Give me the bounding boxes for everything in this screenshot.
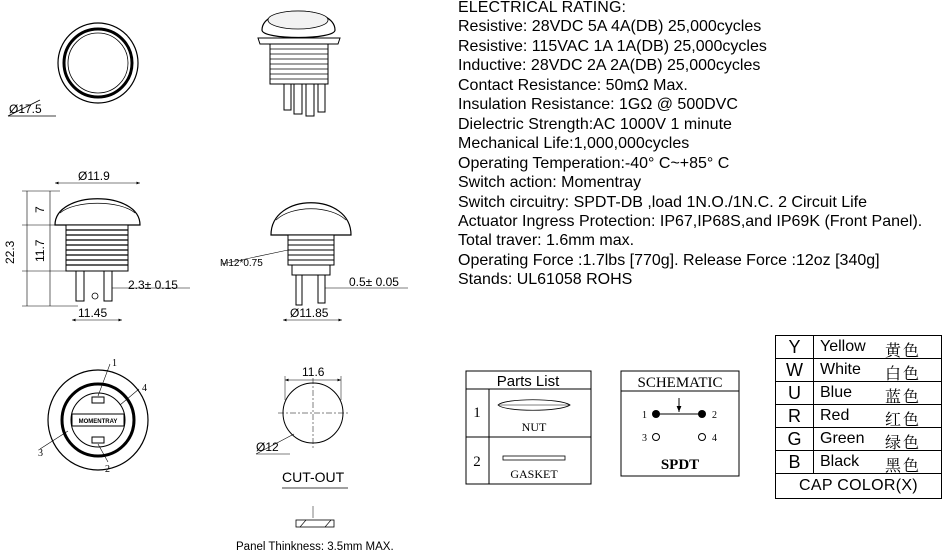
rating-line: Actuator Ingress Protection: IP67,IP68S,and IP69K (Front Panel). <box>458 212 923 230</box>
rating-line: Resistive: 115VAC 1A 1A(DB) 25,000cycles <box>458 37 767 55</box>
color-name-cn: 黄色 <box>884 343 921 360</box>
pin-label-2: 2 <box>105 464 110 475</box>
cutout-view <box>236 365 394 553</box>
thread-diameter-label: Ø11.85 <box>290 306 329 320</box>
parts-list <box>466 371 591 484</box>
bottom-view <box>38 358 148 475</box>
housing-text: MOMENTRAY <box>78 419 118 425</box>
color-row <box>776 359 942 382</box>
color-code: B <box>776 451 814 474</box>
panel-note: Panel Thinkness: 3.5mm MAX. <box>236 541 394 553</box>
cap-height-label: 7 <box>33 206 47 213</box>
body-height-label: 11.7 <box>33 239 47 262</box>
rating-line: Mechanical Life:1,000,000cycles <box>458 135 690 153</box>
terminal-thickness-label: 0.5± 0.05 <box>349 275 399 289</box>
part-no-1: 1 <box>473 405 481 421</box>
rating-line: Stands: UL61058 ROHS <box>458 271 633 289</box>
parts-list-title: Parts List <box>496 373 560 390</box>
pin-label-1: 1 <box>112 358 117 369</box>
top-view <box>8 23 138 116</box>
total-height-label: 22.3 <box>3 240 17 264</box>
cutout-title: CUT-OUT <box>282 469 345 485</box>
color-code: G <box>776 428 814 451</box>
part-name-1: NUT <box>521 420 547 434</box>
side-view <box>3 169 190 320</box>
rating-line: Switch action: Momentray <box>458 174 642 192</box>
color-code: R <box>776 405 814 428</box>
gasket-icon <box>503 456 565 460</box>
cap-diameter-label: Ø11.9 <box>78 169 110 183</box>
front-diameter-label: Ø17.5 <box>9 102 42 116</box>
terminal-width-label: 2.3± 0.15 <box>128 278 178 292</box>
rating-line: Switch circuitry: SPDT-DB ,load 1N.O./1N.C. 2 Circuit Life <box>458 193 867 211</box>
cap-color-footer: CAP COLOR(X) <box>776 474 942 499</box>
color-row <box>776 382 942 405</box>
color-code: Y <box>776 336 814 359</box>
color-name: Red <box>820 407 850 424</box>
part-name-2: GASKET <box>510 467 558 481</box>
schematic-pin-1: 1 <box>642 410 647 421</box>
color-name: White <box>820 361 861 378</box>
electrical-rating-heading: ELECTRICAL RATING: <box>458 0 627 16</box>
color-name: Black <box>820 453 860 470</box>
color-name-cn: 绿色 <box>884 435 921 452</box>
schematic-title: SCHEMATIC <box>637 375 723 391</box>
isometric-view <box>258 11 340 116</box>
color-footer-row <box>776 474 942 499</box>
rating-line: Dielectric Strength:AC 1000V 1 minute <box>458 115 732 133</box>
color-name-cn: 黑色 <box>884 458 921 475</box>
cutout-width-label: 11.6 <box>302 365 325 379</box>
rating-line: Inductive: 28VDC 2A 2A(DB) 25,000cycles <box>458 57 761 75</box>
thread-label: M12*0.75 <box>220 258 263 269</box>
schematic-pin-4: 4 <box>712 433 717 444</box>
cap-color-table <box>775 335 942 499</box>
color-row <box>776 428 942 451</box>
rating-line: Insulation Resistance: 1GΩ @ 500DVC <box>458 96 738 114</box>
color-row <box>776 336 942 359</box>
rating-line: Operating Temperation:-40° C~+85° C <box>458 154 730 172</box>
color-name: Blue <box>820 384 853 401</box>
color-name: Yellow <box>820 338 866 355</box>
terminal-span-label: 11.45 <box>78 306 108 320</box>
schematic-type: SPDT <box>660 457 700 473</box>
schematic-pin-2: 2 <box>712 410 717 421</box>
schematic-pin-3: 3 <box>642 433 647 444</box>
color-name-cn: 蓝色 <box>884 389 921 406</box>
color-code: U <box>776 382 814 405</box>
rating-line: Total traver: 1.6mm max. <box>458 232 635 250</box>
rating-line: Resistive: 28VDC 5A 4A(DB) 25,000cycles <box>458 18 762 36</box>
color-name: Green <box>820 430 865 447</box>
side-view-right <box>220 203 408 320</box>
electrical-rating-list <box>458 0 922 290</box>
rating-line: Operating Force :1.7lbs [770g]. Release Force :12oz [340g] <box>458 251 880 269</box>
rating-line: Contact Resistance: 50mΩ Max. <box>458 76 688 94</box>
cutout-diameter-label: Ø12 <box>256 440 279 454</box>
color-code: W <box>776 359 814 382</box>
part-no-2: 2 <box>473 454 481 470</box>
pin-label-3: 3 <box>38 448 43 459</box>
pin-label-4: 4 <box>142 383 147 394</box>
color-name-cn: 红色 <box>884 412 921 429</box>
schematic <box>621 371 739 476</box>
color-name-cn: 白色 <box>884 366 921 383</box>
color-row <box>776 451 942 474</box>
color-row <box>776 405 942 428</box>
